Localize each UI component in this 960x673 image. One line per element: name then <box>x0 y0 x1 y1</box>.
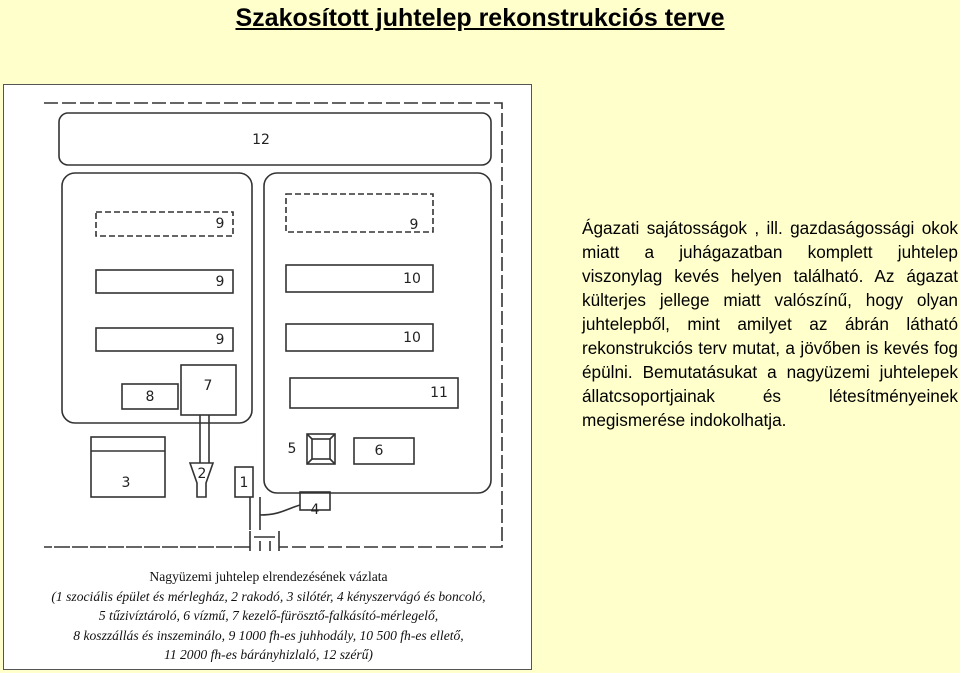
diagram-labels <box>122 132 448 518</box>
description-text: Ágazati sajátosságok , ill. gazdaságossági okok miatt a juhágazatban komplett juhtelep viszonylag kevés helyen található. Az ágazat külterjes jellege miatt valószínű, hogy olyan juhtelepből, mint amilyet az ábrán látható rekonstrukciós terv mutat, a jövőben is kevés fog épülni. Bemutatásukat a nagyüzemi juhtelepek állatcsoportjainak és létesítményeinek megismerése indokolhatja. <box>582 218 958 430</box>
label-3: 3 <box>121 475 131 491</box>
caption-line-2: 5 tűzivíztároló, 6 vízmű, 7 kezelő-fürösztő-falkásító-mérlegelő, <box>98 608 439 623</box>
caption-title: Nagyüzemi juhtelep elrendezésének vázlata <box>149 569 388 584</box>
waterworks-6 <box>354 438 414 464</box>
label-9a: 9 <box>215 216 225 232</box>
gate <box>250 531 279 551</box>
label-7: 7 <box>203 378 213 394</box>
label-5: 5 <box>287 441 297 457</box>
barn-9c <box>96 328 233 351</box>
caption-line-1: (1 szociális épület és mérlegház, 2 rakodó, 3 silótér, 4 kényszervágó és boncoló, <box>51 588 486 604</box>
barn-9b <box>96 270 233 293</box>
threshing-floor-area <box>59 113 491 165</box>
label-8: 8 <box>145 389 155 405</box>
label-9d: 9 <box>409 217 419 233</box>
page-title: Szakosított juhtelep rekonstrukciós terve <box>235 4 725 32</box>
label-6: 6 <box>374 443 384 459</box>
farm-layout-figure <box>3 84 532 670</box>
left-road-loop <box>62 173 252 423</box>
label-1: 1 <box>239 475 249 491</box>
figure-caption <box>4 567 533 665</box>
label-10b: 10 <box>403 330 421 346</box>
label-12: 12 <box>252 132 270 148</box>
caption-line-3: 8 koszzállás és inszeminálo, 9 1000 fh-es juhhodály, 10 500 fh-es ellető, <box>73 627 464 643</box>
label-10a: 10 <box>403 271 421 287</box>
label-2: 2 <box>197 466 207 482</box>
label-4: 4 <box>310 502 320 518</box>
label-9b: 9 <box>215 274 225 290</box>
label-11: 11 <box>430 385 448 401</box>
caption-line-4: 11 2000 fh-es bárányhizlaló, 12 szérű) <box>164 647 373 662</box>
label-9c: 9 <box>215 332 225 348</box>
barn-9a <box>96 212 233 236</box>
